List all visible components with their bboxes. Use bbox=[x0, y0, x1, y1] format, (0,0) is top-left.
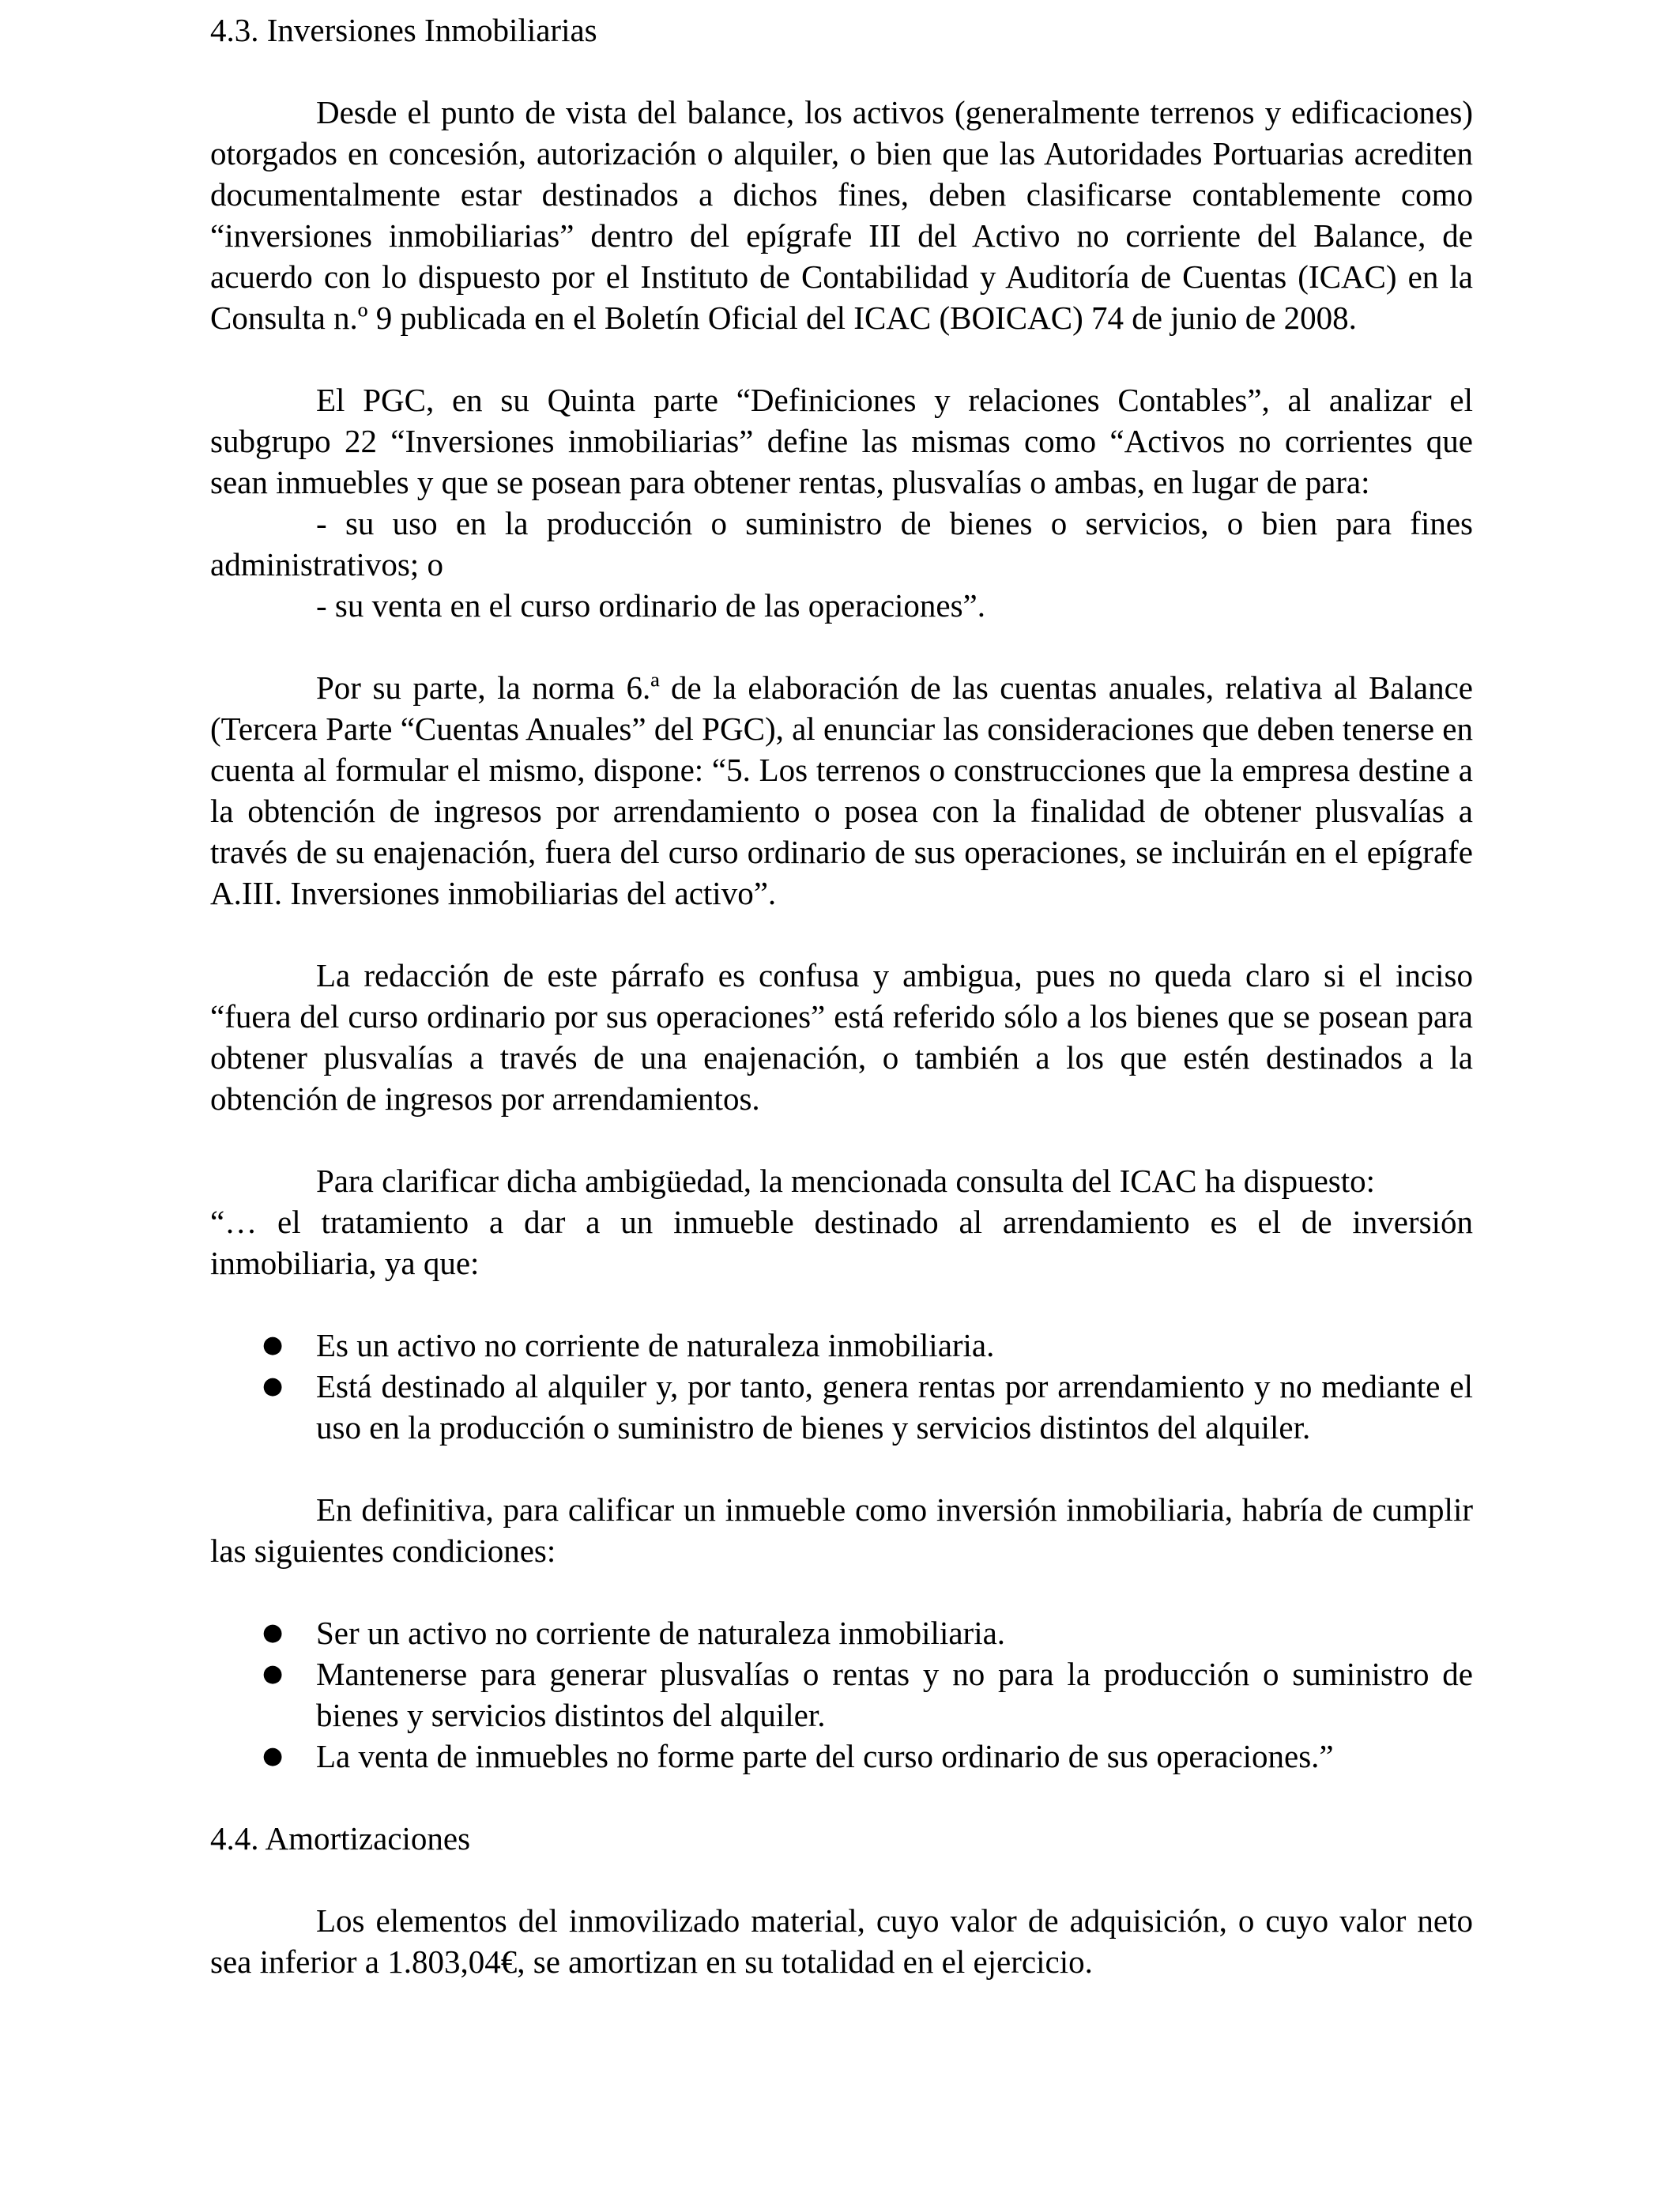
spacer bbox=[210, 1777, 1473, 1818]
paragraph-definitiva: En definitiva, para calificar un inmueble como inversión inmobiliaria, habría de cumplir las siguientes condiciones: bbox=[210, 1491, 1473, 1569]
definition-item-uso: - su uso en la producción o suministro de bienes o servicios, o bien para fines administrativos; o bbox=[210, 505, 1473, 582]
bullet-icon: ● bbox=[262, 1660, 284, 1687]
bullet-list-condiciones bbox=[210, 1612, 1473, 1777]
spacer bbox=[210, 338, 1473, 379]
section-heading-4-3: 4.3. Inversiones Inmobiliarias bbox=[210, 12, 597, 48]
list-item bbox=[210, 1325, 1473, 1366]
list-item bbox=[210, 1736, 1473, 1777]
bullet-icon: ● bbox=[262, 1742, 284, 1770]
bullet-icon: ● bbox=[262, 1372, 284, 1400]
spacer bbox=[210, 914, 1473, 955]
spacer bbox=[210, 1448, 1473, 1489]
list-item-text: Ser un activo no corriente de naturaleza inmobiliaria. bbox=[316, 1615, 1006, 1651]
list-item bbox=[210, 1612, 1473, 1653]
quote-icac: “… el tratamiento a dar a un inmueble destinado al arrendamiento es el de inversión inmobiliaria, ya que: bbox=[210, 1204, 1473, 1281]
spacer bbox=[210, 1119, 1473, 1160]
list-item bbox=[210, 1653, 1473, 1736]
spacer bbox=[210, 626, 1473, 667]
list-item-text: Mantenerse para generar plusvalías o rentas y no para la producción o suministro de bienes y servicios distintos del alquiler. bbox=[316, 1656, 1473, 1733]
bullet-list-icac bbox=[210, 1325, 1473, 1448]
paragraph-amortizaciones: Los elementos del inmovilizado material, cuyo valor de adquisición, o cuyo valor neto sea inferior a 1.803,04€, se amortizan en su totalidad en el ejercicio. bbox=[210, 1902, 1473, 1980]
definition-item-venta: - su venta en el curso ordinario de las operaciones”. bbox=[316, 587, 986, 624]
document-page bbox=[210, 9, 1473, 1982]
spacer bbox=[210, 51, 1473, 92]
paragraph-ambiguedad: La redacción de este párrafo es confusa y ambigua, pues no queda claro si el inciso “fuera del curso ordinario por sus operaciones” está referido sólo a los bienes que se posean para obtener plusvalías a través de una enajenación, o también a los que estén destinados a la obtención de ingresos por arrendamientos. bbox=[210, 957, 1473, 1117]
bullet-icon: ● bbox=[262, 1619, 284, 1646]
list-item-text: La venta de inmuebles no forme parte del curso ordinario de sus operaciones.” bbox=[316, 1738, 1334, 1774]
spacer bbox=[210, 1284, 1473, 1325]
spacer bbox=[210, 1571, 1473, 1612]
list-item-text: Está destinado al alquiler y, por tanto, genera rentas por arrendamiento y no mediante el uso en la producción o suministro de bienes y servicios distintos del alquiler. bbox=[316, 1368, 1473, 1446]
section-heading-4-4: 4.4. Amortizaciones bbox=[210, 1820, 471, 1857]
paragraph-norma-6: Por su parte, la norma 6.ª de la elaboración de las cuentas anuales, relativa al Balance (Tercera Parte “Cuentas Anuales” del PGC), al enunciar las consideraciones que deben tenerse en cuenta al formular el mismo, dispone: “5. Los terrenos o construcciones que la empresa destine a la obtención de ingresos por arrendamiento o posea con la finalidad de obtener plusvalías a través de su enajenación, fuera del curso ordinario de sus operaciones, se incluirán en el epígrafe A.III. Inversiones inmobiliarias del activo”. bbox=[210, 669, 1473, 911]
spacer bbox=[210, 1859, 1473, 1900]
paragraph-clarificar: Para clarificar dicha ambigüedad, la mencionada consulta del ICAC ha dispuesto: bbox=[316, 1163, 1376, 1199]
list-item bbox=[210, 1366, 1473, 1448]
bullet-icon: ● bbox=[262, 1331, 284, 1359]
paragraph-balance: Desde el punto de vista del balance, los activos (generalmente terrenos y edificaciones) otorgados en concesión, autorización o alquiler, o bien que las Autoridades Portuarias acrediten documentalmente estar destinados a dichos fines, deben clasificarse contablemente como “inversiones inmobiliarias” dentro del epígrafe III del Activo no corriente del Balance, de acuerdo con lo dispuesto por el Instituto de Contabilidad y Auditoría de Cuentas (ICAC) en la Consulta n.º 9 publicada en el Boletín Oficial del ICAC (BOICAC) 74 de junio de 2008. bbox=[210, 94, 1473, 336]
paragraph-pgc-definition: El PGC, en su Quinta parte “Definiciones y relaciones Contables”, al analizar el subgrupo 22 “Inversiones inmobiliarias” define las mismas como “Activos no corrientes que sean inmuebles y que se posean para obtener rentas, plusvalías o ambas, en lugar de para: bbox=[210, 382, 1473, 500]
list-item-text: Es un activo no corriente de naturaleza inmobiliaria. bbox=[316, 1327, 995, 1363]
